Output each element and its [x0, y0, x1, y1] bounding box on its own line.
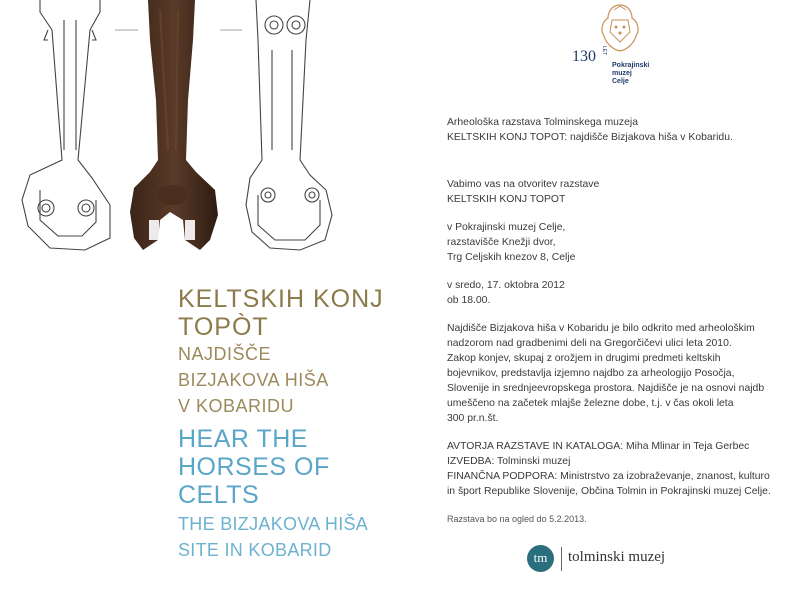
subtitle-english-line: THE BIZJAKOVA HIŠA	[178, 514, 369, 534]
closing-line: Razstava bo na ogled do 5.2.2013.	[447, 514, 587, 524]
venue-line: v Pokrajinski muzej Celje,	[447, 222, 566, 233]
tm-mark-icon: tm	[527, 545, 554, 572]
title-english-line: HORSES OF	[178, 453, 330, 481]
subtitle-slovene-line: NAJDIŠČE	[178, 344, 272, 364]
museum-name-line: Celje	[612, 78, 629, 85]
tm-name: tolminski muzej	[568, 549, 666, 565]
bit-drawing-right	[246, 0, 332, 250]
credits-line: FINANČNA PODPORA: Ministrstvo za izobraževanje, znanost, kulturo	[447, 471, 770, 482]
body-line: 300 pr.n.št.	[447, 413, 499, 424]
credits-line: in šport Republike Slovenije, Občina Tolmin in Pokrajinski muzej Celje.	[447, 486, 771, 497]
exhibition-title-block	[178, 285, 398, 563]
date-line: v sredo, 17. oktobra 2012	[447, 280, 565, 291]
date-line: ob 18.00.	[447, 295, 491, 306]
body-line: Slovenije in srednjeevropskega prostora. Najdišče je na osnovi najdb	[447, 383, 765, 394]
subtitle-slovene-line: BIZJAKOVA HIŠA	[178, 370, 329, 390]
title-english-line: CELTS	[178, 481, 260, 509]
title-slovene-line: KELTSKIH KONJ	[178, 285, 384, 313]
logo-divider	[561, 547, 562, 571]
subtitle-slovene-line: V KOBARIDU	[178, 396, 295, 416]
museum-name-line: muzej	[612, 70, 632, 77]
body-line: umeščeno na začetek mlajše železne dobe, t.j. v čas okoli leta	[447, 398, 734, 409]
bit-iron-photo	[130, 0, 218, 250]
credits-line: AVTORJA RAZSTAVE IN KATALOGA: Miha Mlinar in Teja Gerbec	[447, 441, 750, 452]
museum-anniversary-logo	[572, 2, 652, 90]
body-line: nadzorom nad gradbenimi deli na Gregorčičevi ulici leta 2010.	[447, 338, 732, 349]
venue-line: razstavišče Knežji dvor,	[447, 237, 556, 248]
body-line: Najdišče Bizjakova hiša v Kobaridu je bilo odkrito med arheološkim	[447, 323, 755, 334]
museum-name-line: Pokrajinski	[612, 62, 650, 69]
body-line: bojevnikov, predstavlja izjemno najdbo za arheologijo Posočja,	[447, 368, 735, 379]
bit-drawing-left	[22, 0, 110, 250]
intro-line: KELTSKIH KONJ TOPOT: najdišče Bizjakova hiša v Kobaridu.	[447, 132, 733, 143]
title-slovene-line: TOPÒT	[178, 313, 269, 341]
intro-line: Arheološka razstava Tolminskega muzeja	[447, 117, 638, 128]
body-line: Zakop konjev, skupaj z orožjem in drugimi predmeti keltskih	[447, 353, 721, 364]
invitation-text	[447, 115, 792, 527]
invite-line: Vabimo vas na otvoritev razstave	[447, 179, 600, 190]
tolminski-muzej-logo	[527, 545, 707, 575]
anniversary-number: 130	[572, 48, 596, 65]
venue-line: Trg Celjskih knezov 8, Celje	[447, 252, 576, 263]
credits-line: IZVEDBA: Tolminski muzej	[447, 456, 571, 467]
title-english-line: HEAR THE	[178, 425, 308, 453]
artifact-illustration	[0, 0, 400, 270]
anniversary-let: LET	[601, 46, 607, 56]
museum-name	[612, 62, 649, 86]
invite-line: KELTSKIH KONJ TOPOT	[447, 194, 566, 205]
subtitle-english-line: SITE IN KOBARID	[178, 540, 332, 560]
